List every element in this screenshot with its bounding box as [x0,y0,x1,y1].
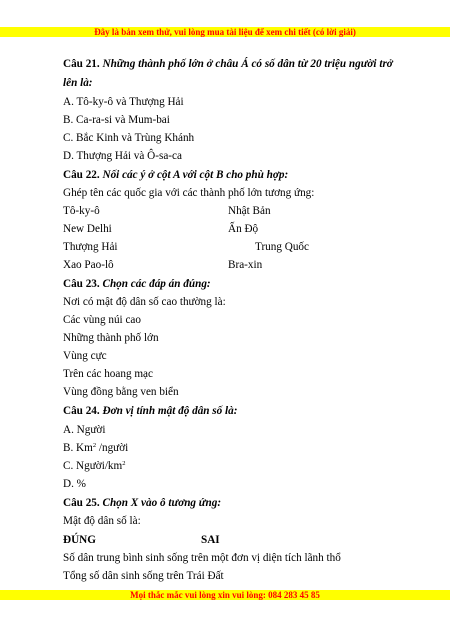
header-banner-text: Đây là bản xem thử, vui lòng mua tài liệu để xem chi tiết (có lời giải) [94,27,356,37]
q24-option-b-pre: B. Km [63,442,93,454]
q23-option: Những thành phố lớn [63,332,159,344]
q25-prompt [63,496,221,510]
footer-banner [0,590,450,600]
q23-option: Trên các hoang mạc [63,368,153,380]
q25-statement: Số dân trung bình sinh sống trên một đơn vị diện tích lãnh thổ [63,552,341,564]
q21-sep: . [96,58,103,70]
q22-col-a-item: Xao Pao-lô [63,259,114,271]
q25-number: Câu 25. [63,497,100,509]
q24-option-d: D. % [63,478,86,490]
footer-banner-text: Mọi thắc mắc vui lòng xin vui lòng: 084 283 45 85 [130,590,320,600]
q22-instruction: Ghép tên các quốc gia với các thành phố lớn tương ứng: [63,187,315,199]
q21-prompt-line1: Những thành phố lớn ở châu Á có số dân từ 20 triệu người trở [102,58,393,70]
q22-prompt-text: Nối các ý ở cột A với cột B cho phù hợp: [99,169,289,181]
q21-option-c: C. Bắc Kinh và Trùng Khánh [63,132,195,144]
q24-option-c-pre: C. Người/km [63,460,123,472]
q23-stem: Nơi có mật độ dân số cao thường là: [63,296,226,308]
q24-sep: . [96,405,103,417]
q24-number: Câu 24 [63,405,97,417]
q24-option-b-post: /người [96,442,129,454]
q23-prompt [63,277,211,291]
q23-option: Vùng đồng bằng ven biển [63,386,179,398]
q24-option-c-sup: 2 [122,460,126,467]
q22-prompt [63,168,288,182]
q21-option-d: D. Thượng Hải và Ô-sa-ca [63,150,182,162]
q21-option-b: B. Ca-ra-si và Mum-bai [63,114,170,126]
q22-number: Câu 22. [63,169,100,181]
q22-col-b-item: Nhật Bản [228,205,271,217]
q22-col-a-item: Tô-ky-ô [63,205,100,217]
q22-col-b-item: Ấn Độ [228,223,259,235]
q23-number: Câu 23. [63,278,100,290]
q21-option-a: A. Tô-ky-ô và Thượng Hải [63,96,184,108]
q22-col-b-item: Trung Quốc [255,241,309,253]
q21-prompt [63,57,393,71]
q25-col-false: SAI [201,534,220,546]
q21-number: Câu 21 [63,58,97,70]
q24-option-b-sup: 2 [92,442,97,449]
q22-col-b-item: Bra-xin [228,259,263,271]
q23-option: Các vùng núi cao [63,314,141,326]
q25-col-true: ĐÚNG [63,534,96,546]
q22-col-a-item: New Delhi [63,223,112,235]
header-banner [0,27,450,37]
q25-prompt-text: Chọn X vào ô tương ứng: [99,497,222,509]
q22-col-a-item: Thượng Hải [63,241,118,253]
q23-option: Vùng cực [63,350,107,362]
q21-prompt-line2: lên là: [63,77,93,89]
q23-prompt-text: Chọn các đáp án đúng: [99,278,211,290]
q24-prompt-text: Đơn vị tính mật độ dân số là: [102,405,238,417]
q24-prompt [63,404,237,418]
q24-option-a: A. Người [63,424,106,436]
q25-statement: Tổng số dân sinh sống trên Trái Đất [63,570,224,582]
q25-stem: Mật độ dân số là: [63,515,141,527]
q24-option-b [63,441,128,455]
q24-option-c [63,459,125,473]
